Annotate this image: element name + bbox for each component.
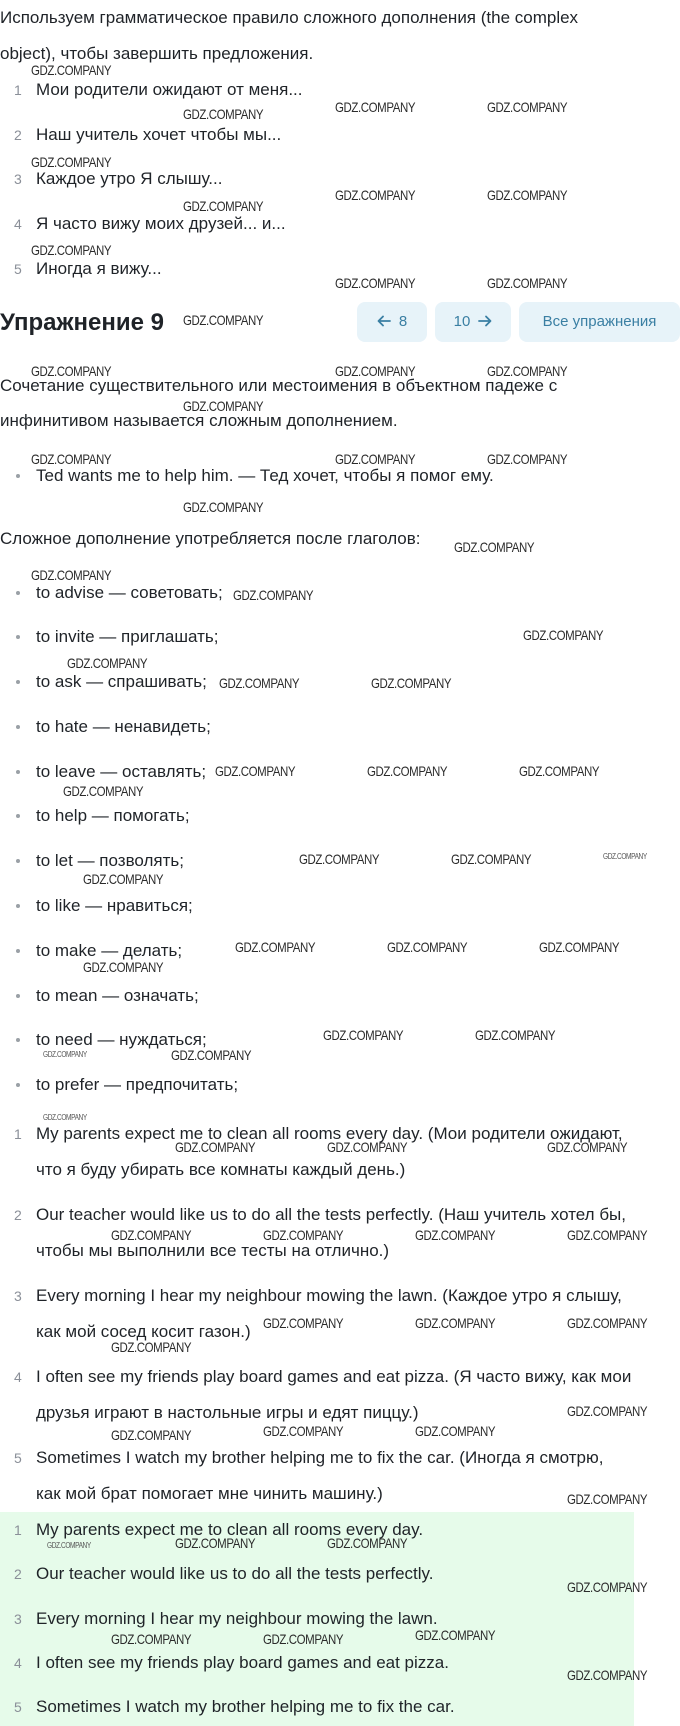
watermark: GDZ.COMPANY (63, 783, 144, 799)
item-number: 2 (14, 1566, 22, 1582)
final-answer-text: Sometimes I watch my brother helping me to fix the car. (36, 1697, 455, 1716)
bullet-dot (16, 994, 20, 998)
watermark: GDZ.COMPANY (111, 1427, 192, 1443)
watermark: GDZ.COMPANY (31, 363, 112, 379)
rule-line-1: Сочетание существительного или местоимения в объектном падеже с (0, 376, 558, 395)
watermark: GDZ.COMPANY (335, 275, 416, 291)
watermark: GDZ.COMPANY (183, 312, 264, 328)
next-exercise-button[interactable] (435, 302, 511, 342)
item-number: 2 (14, 1207, 22, 1223)
verb-text: to make — делать; (36, 941, 183, 960)
watermark: GDZ.COMPANY (83, 871, 164, 887)
verb-text: to mean — означать; (36, 986, 199, 1005)
bullet-dot (16, 859, 20, 863)
watermark: GDZ.COMPANY (183, 398, 264, 414)
item-number: 3 (14, 1611, 22, 1627)
answer-line-2: чтобы мы выполнили все тесты на отлично.) (36, 1241, 390, 1260)
watermark: GDZ.COMPANY (263, 1227, 344, 1243)
final-answer-text: I often see my friends play board games and eat pizza. (36, 1653, 449, 1672)
watermark: GDZ.COMPANY (233, 587, 314, 603)
watermark: GDZ.COMPANY (567, 1667, 648, 1683)
watermark: GDZ.COMPANY (327, 1535, 408, 1551)
answer-line-1: Our teacher would like us to do all the tests perfectly. (Наш учитель хотел бы, (36, 1205, 627, 1224)
watermark: GDZ.COMPANY (263, 1423, 344, 1439)
watermark: GDZ.COMPANY (263, 1315, 344, 1331)
item-number: 4 (14, 1369, 22, 1385)
item-text: Иногда я вижу... (36, 259, 162, 278)
item-number: 4 (14, 216, 22, 232)
item-number: 5 (14, 1450, 22, 1466)
all-exercises-button[interactable]: Все упражнения (519, 302, 680, 342)
watermark: GDZ.COMPANY (299, 851, 380, 867)
item-text: Я часто вижу моих друзей... и... (36, 214, 286, 233)
watermark: GDZ.COMPANY (487, 275, 568, 291)
bullet-dot (16, 1083, 20, 1087)
watermark: GDZ.COMPANY (335, 187, 416, 203)
bullet-dot (16, 1038, 20, 1042)
watermark: GDZ.COMPANY (487, 363, 568, 379)
arrow-left-icon (377, 314, 391, 328)
verb-text: to advise — советовать; (36, 583, 223, 602)
answer-line-2: как мой сосед косит газон.) (36, 1322, 251, 1341)
watermark: GDZ.COMPANY (183, 198, 264, 214)
watermark: GDZ.COMPANY (335, 363, 416, 379)
watermark: GDZ.COMPANY (31, 242, 112, 258)
watermark: GDZ.COMPANY (415, 1627, 496, 1643)
bullet-dot (16, 770, 20, 774)
watermark: GDZ.COMPANY (183, 106, 264, 122)
rule-line-2: инфинитивом называется сложным дополнением. (0, 411, 398, 430)
watermark: GDZ.COMPANY (175, 1139, 256, 1155)
item-number: 3 (14, 171, 22, 187)
next-exercise-label: 10 (453, 313, 471, 330)
example-text: Ted wants me to help him. — Тед хочет, чтобы я помог ему. (36, 466, 494, 485)
watermark: GDZ.COMPANY (335, 451, 416, 467)
watermark: GDZ.COMPANY (567, 1491, 648, 1507)
watermark: GDZ.COMPANY (367, 763, 448, 779)
verb-text: to help — помогать; (36, 806, 190, 825)
verb-text: to need — нуждаться; (36, 1030, 207, 1049)
watermark: GDZ.COMPANY (327, 1139, 408, 1155)
watermark: GDZ.COMPANY (263, 1631, 344, 1647)
item-text: Наш учитель хочет чтобы мы... (36, 125, 282, 144)
arrow-right-icon (478, 314, 492, 328)
watermark: GDZ.COMPANY (567, 1403, 648, 1419)
item-text: Каждое утро Я слышу... (36, 169, 223, 188)
item-number: 1 (14, 1522, 22, 1538)
item-number: 5 (14, 261, 22, 277)
watermark: GDZ.COMPANY (31, 451, 112, 467)
watermark: GDZ.COMPANY (415, 1423, 496, 1439)
watermark: GDZ.COMPANY (475, 1027, 556, 1043)
prev-exercise-label: 8 (398, 313, 408, 330)
watermark: GDZ.COMPANY (539, 939, 620, 955)
watermark: GDZ.COMPANY (183, 499, 264, 515)
item-number: 1 (14, 1126, 22, 1142)
verb-text: to ask — спрашивать; (36, 672, 207, 691)
watermark: GDZ.COMPANY (67, 655, 148, 671)
final-answer-text: My parents expect me to clean all rooms every day. (36, 1520, 424, 1539)
watermark: GDZ.COMPANY (171, 1047, 252, 1063)
verb-text: to let — позволять; (36, 851, 184, 870)
watermark: GDZ.COMPANY (83, 959, 164, 975)
watermark: GDZ.COMPANY (111, 1339, 192, 1355)
watermark: GDZ.COMPANY (547, 1139, 628, 1155)
bullet-dot (16, 725, 20, 729)
watermark: GDZ.COMPANY (567, 1579, 648, 1595)
watermark: GDZ.COMPANY (415, 1227, 496, 1243)
verb-text: to leave — оставлять; (36, 762, 207, 781)
bullet-dot (16, 680, 20, 684)
answer-line-2: друзья играют в настольные игры и едят пиццу.) (36, 1403, 419, 1422)
watermark: GDZ.COMPANY (487, 187, 568, 203)
item-number: 5 (14, 1699, 22, 1715)
verbs-intro: Сложное дополнение употребляется после глаголов: (0, 529, 421, 548)
prev-exercise-button[interactable] (357, 302, 427, 342)
watermark: GDZ.COMPANY (323, 1027, 404, 1043)
item-number: 4 (14, 1655, 22, 1671)
exercise-title: Упражнение 9 (0, 309, 164, 336)
watermark: GDZ.COMPANY (31, 154, 112, 170)
answer-line-1: I often see my friends play board games and eat pizza. (Я часто вижу, как мои (36, 1367, 632, 1386)
watermark: GDZ.COMPANY (43, 1113, 87, 1122)
answer-line-1: Sometimes I watch my brother helping me to fix the car. (Иногда я смотрю, (36, 1448, 604, 1467)
watermark: GDZ.COMPANY (43, 1050, 87, 1059)
bullet-dot (16, 474, 20, 478)
watermark: GDZ.COMPANY (523, 627, 604, 643)
watermark: GDZ.COMPANY (215, 763, 296, 779)
bullet-dot (16, 635, 20, 639)
watermark: GDZ.COMPANY (335, 99, 416, 115)
watermark: GDZ.COMPANY (519, 763, 600, 779)
final-answer-text: Every morning I hear my neighbour mowing the lawn. (36, 1609, 438, 1628)
watermark: GDZ.COMPANY (454, 539, 535, 555)
watermark: GDZ.COMPANY (111, 1227, 192, 1243)
watermark: GDZ.COMPANY (451, 851, 532, 867)
watermark: GDZ.COMPANY (175, 1535, 256, 1551)
answer-line-2: как мой брат помогает мне чинить машину.) (36, 1484, 383, 1503)
verb-text: to invite — приглашать; (36, 627, 219, 646)
bullet-dot (16, 949, 20, 953)
answer-line-2: что я буду убирать все комнаты каждый день.) (36, 1160, 406, 1179)
answer-line-1: My parents expect me to clean all rooms every day. (Мои родители ожидают, (36, 1124, 623, 1143)
intro-line-1: Используем грамматическое правило сложного дополнения (the complex (0, 8, 579, 27)
watermark: GDZ.COMPANY (219, 675, 300, 691)
intro-line-2: object), чтобы завершить предложения. (0, 44, 314, 63)
watermark: GDZ.COMPANY (31, 62, 112, 78)
watermark: GDZ.COMPANY (47, 1541, 91, 1550)
watermark: GDZ.COMPANY (235, 939, 316, 955)
watermark: GDZ.COMPANY (487, 99, 568, 115)
watermark: GDZ.COMPANY (487, 451, 568, 467)
watermark: GDZ.COMPANY (111, 1631, 192, 1647)
verb-text: to prefer — предпочитать; (36, 1075, 239, 1094)
watermark: GDZ.COMPANY (371, 675, 452, 691)
bullet-dot (16, 591, 20, 595)
watermark: GDZ.COMPANY (567, 1227, 648, 1243)
verb-text: to like — нравиться; (36, 896, 193, 915)
watermark: GDZ.COMPANY (387, 939, 468, 955)
bullet-dot (16, 904, 20, 908)
verb-text: to hate — ненавидеть; (36, 717, 211, 736)
answer-line-1: Every morning I hear my neighbour mowing the lawn. (Каждое утро я слышу, (36, 1286, 622, 1305)
watermark: GDZ.COMPANY (31, 567, 112, 583)
watermark: GDZ.COMPANY (415, 1315, 496, 1331)
item-number: 2 (14, 127, 22, 143)
item-number: 1 (14, 82, 22, 98)
final-answer-text: Our teacher would like us to do all the tests perfectly. (36, 1564, 434, 1583)
bullet-dot (16, 814, 20, 818)
watermark: GDZ.COMPANY (567, 1315, 648, 1331)
item-number: 3 (14, 1288, 22, 1304)
watermark: GDZ.COMPANY (603, 852, 647, 861)
item-text: Мои родители ожидают от меня... (36, 80, 303, 99)
